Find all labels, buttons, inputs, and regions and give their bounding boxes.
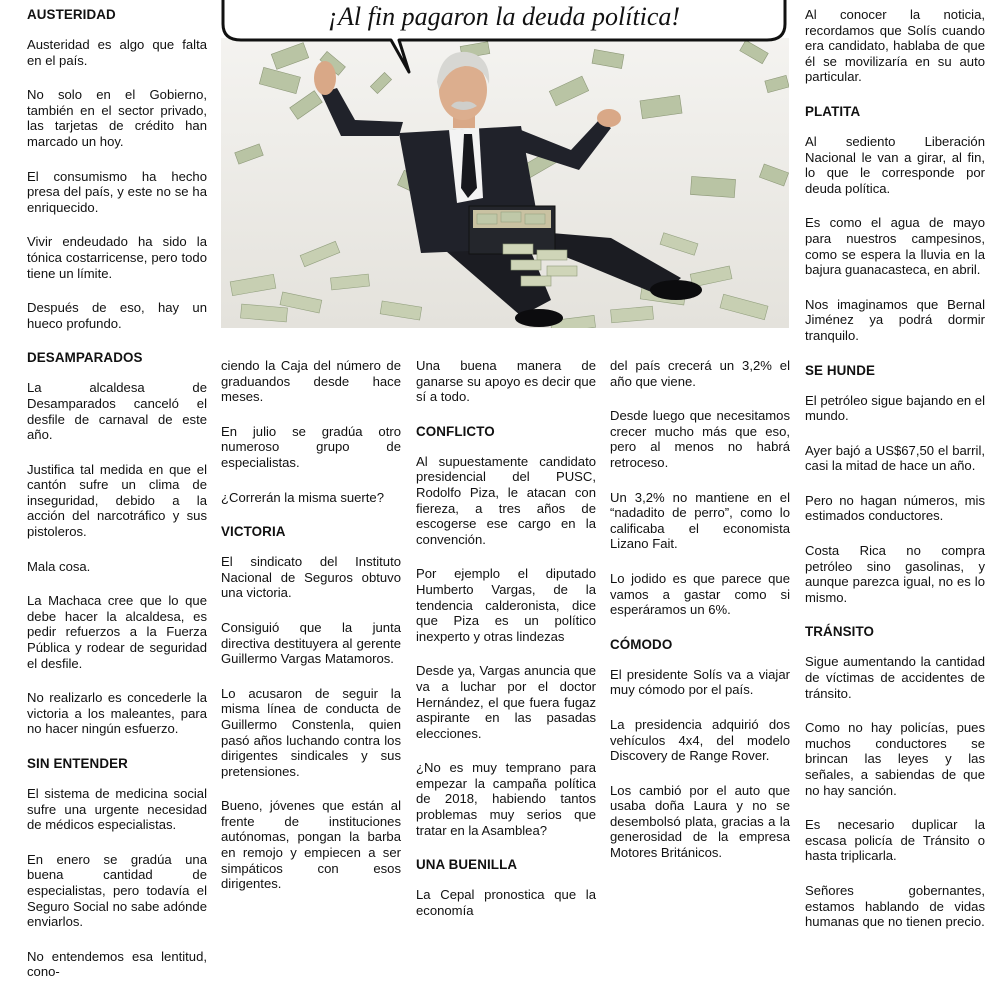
section-heading: AUSTERIDAD	[27, 7, 116, 22]
paragraph: Austeridad es algo que falta en el país.	[27, 37, 207, 68]
money-rain-photo	[221, 38, 789, 328]
paragraph: La Cepal pronostica que la economía	[416, 887, 596, 918]
paragraph: ¿No es muy temprano para empezar la campaña política de 2018, habiendo tantos problemas muy serios que tratar en la Asamblea?	[416, 760, 596, 838]
paragraph: Como no hay policías, pues muchos conductores se brincan las leyes y las señales, a sabiendas de que no hay sanción.	[805, 720, 985, 798]
paragraph: La alcaldesa de Desamparados canceló el desfile de carnaval de este año.	[27, 380, 207, 443]
column-1	[27, 7, 207, 999]
section-heading: SE HUNDE	[805, 362, 875, 378]
paragraph: Los cambió por el auto que usaba doña Laura y no se desembolsó plata, gracias a la generosidad de la empresa Motores Británicos.	[610, 782, 790, 861]
paragraph: Un 3,2% no mantiene en el “nadadito de perro”, como lo calificaba el economista Lizano Fait.	[610, 489, 790, 552]
paragraph: La presidencia adquirió dos vehículos 4x4, del modelo Discovery de Range Rover.	[610, 716, 790, 764]
paragraph: Por ejemplo el diputado Humberto Vargas, de la tendencia calderonista, dice que Piza es un político inexperto y otras lindezas	[416, 566, 596, 644]
paragraph: Desde luego que necesitamos crecer mucho más que eso, pero al menos no habrá retroceso.	[610, 408, 790, 470]
section-heading: VICTORIA	[221, 524, 286, 540]
paragraph: Una buena manera de ganarse su apoyo es decir que sí a todo.	[416, 358, 596, 405]
section-heading: SIN ENTENDER	[27, 756, 128, 771]
section-heading: PLATITA	[805, 103, 861, 119]
section-heading: CONFLICTO	[416, 423, 495, 439]
paragraph: Es necesario duplicar la escasa policía de Tránsito o hasta triplicarla.	[805, 817, 985, 864]
paragraph: En julio se gradúa otro numeroso grupo de especialistas.	[221, 423, 401, 470]
paragraph: El sistema de medicina social sufre una urgente necesidad de médicos especialistas.	[27, 786, 207, 833]
paragraph: En enero se gradúa una buena cantidad de especialistas, pero todavía el Seguro Social no sabe adónde enviarlos.	[27, 851, 207, 930]
paragraph: Mala cosa.	[27, 558, 91, 574]
paragraph: Justifica tal medida en que el cantón sufre un clima de inseguridad, debido a la acción del narcotráfico y sus pistoleros.	[27, 461, 207, 540]
column-4	[610, 358, 790, 880]
photo-illustration	[221, 38, 789, 328]
paragraph: No solo en el Gobierno, también en el sector privado, las tarjetas de crédito han marcado un hoy.	[27, 87, 207, 149]
paragraph: Consiguió que la junta directiva destituyera al gerente Guillermo Vargas Matamoros.	[221, 619, 401, 667]
paragraph: del país crecerá un 3,2% el año que viene.	[610, 358, 790, 389]
paragraph: No entendemos esa lentitud, cono-	[27, 948, 207, 980]
paragraph: Bueno, jóvenes que están al frente de instituciones autónomas, pongan la barba en remojo y empiecen a ser simpáticos con esos dirigentes.	[221, 798, 401, 892]
paragraph: ¿Correrán la misma suerte?	[221, 489, 384, 505]
paragraph: La Machaca cree que lo que debe hacer la alcaldesa, es pedir refuerzos a la Fuerza Pública y rodear de seguridad el desfile.	[27, 593, 207, 671]
paragraph: El petróleo sigue bajando en el mundo.	[805, 392, 985, 424]
paragraph: El consumismo ha hecho presa del país, y este no se ha enriquecido.	[27, 168, 207, 215]
paragraph: Al sediento Liberación Nacional le van a girar, al fin, lo que le corresponde por deuda política.	[805, 133, 985, 196]
paragraph: Pero no hagan números, mis estimados conductores.	[805, 492, 985, 524]
section-heading: TRÁNSITO	[805, 624, 874, 640]
paragraph: El sindicato del Instituto Nacional de Seguros obtuvo una victoria.	[221, 554, 401, 601]
paragraph: Lo jodido es que parece que vamos a gastar como si esperáramos un 6%.	[610, 570, 790, 618]
paragraph: Ayer bajó a US$67,50 el barril, casi la mitad de hace un año.	[805, 442, 985, 474]
column-2	[221, 358, 401, 911]
paragraph: Señores gobernantes, estamos hablando de vidas humanas que no tienen precio.	[805, 882, 985, 930]
section-heading: DESAMPARADOS	[27, 350, 143, 366]
section-heading: UNA BUENILLA	[416, 857, 518, 873]
column-5	[805, 7, 985, 949]
paragraph: Es como el agua de mayo para nuestros campesinos, como se espera la lluvia en la bajura guanacasteca, en abril.	[805, 215, 985, 278]
paragraph: Desde ya, Vargas anuncia que va a luchar por el doctor Hernández, el que fuera fugaz aspirante en las pasadas elecciones.	[416, 663, 596, 741]
paragraph: Costa Rica no compra petróleo sino gasolinas, y aunque parezca igual, no es lo mismo.	[805, 543, 985, 605]
paragraph: Al conocer la noticia, recordamos que Solís cuando era candidato, hablaba de que él se movilizaría en su auto particular.	[805, 7, 985, 85]
section-heading: CÓMODO	[610, 636, 673, 652]
paragraph: Sigue aumentando la cantidad de víctimas de accidentes de tránsito.	[805, 654, 985, 701]
paragraph: Al supuestamente candidato presidencial del PUSC, Rodolfo Piza, le atacan con fiereza, a tres años de escogerse ese cargo en la convención.	[416, 453, 596, 547]
paragraph: Después de eso, hay un hueco profundo.	[27, 300, 207, 331]
column-3	[416, 358, 596, 937]
paragraph: No realizarlo es concederle la victoria a los maleantes, para no hacer ningún esfuerzo.	[27, 690, 207, 737]
paragraph: Vivir endeudado ha sido la tónica costarricense, pero todo tiene un límite.	[27, 234, 207, 281]
paragraph: Nos imaginamos que Bernal Jiménez ya podrá dormir tranquilo.	[805, 296, 985, 343]
speech-bubble-text: ¡Al fin pagaron la deuda política!	[327, 2, 681, 31]
paragraph: Lo acusaron de seguir la misma línea de conducta de Guillermo Constenla, quien pasó años luchando contra los dirigentes sindicales y sus pretensiones.	[221, 685, 401, 779]
paragraph: ciendo la Caja del número de graduandos desde hace meses.	[221, 358, 401, 405]
paragraph: El presidente Solís va a viajar muy cómodo por el país.	[610, 666, 790, 698]
